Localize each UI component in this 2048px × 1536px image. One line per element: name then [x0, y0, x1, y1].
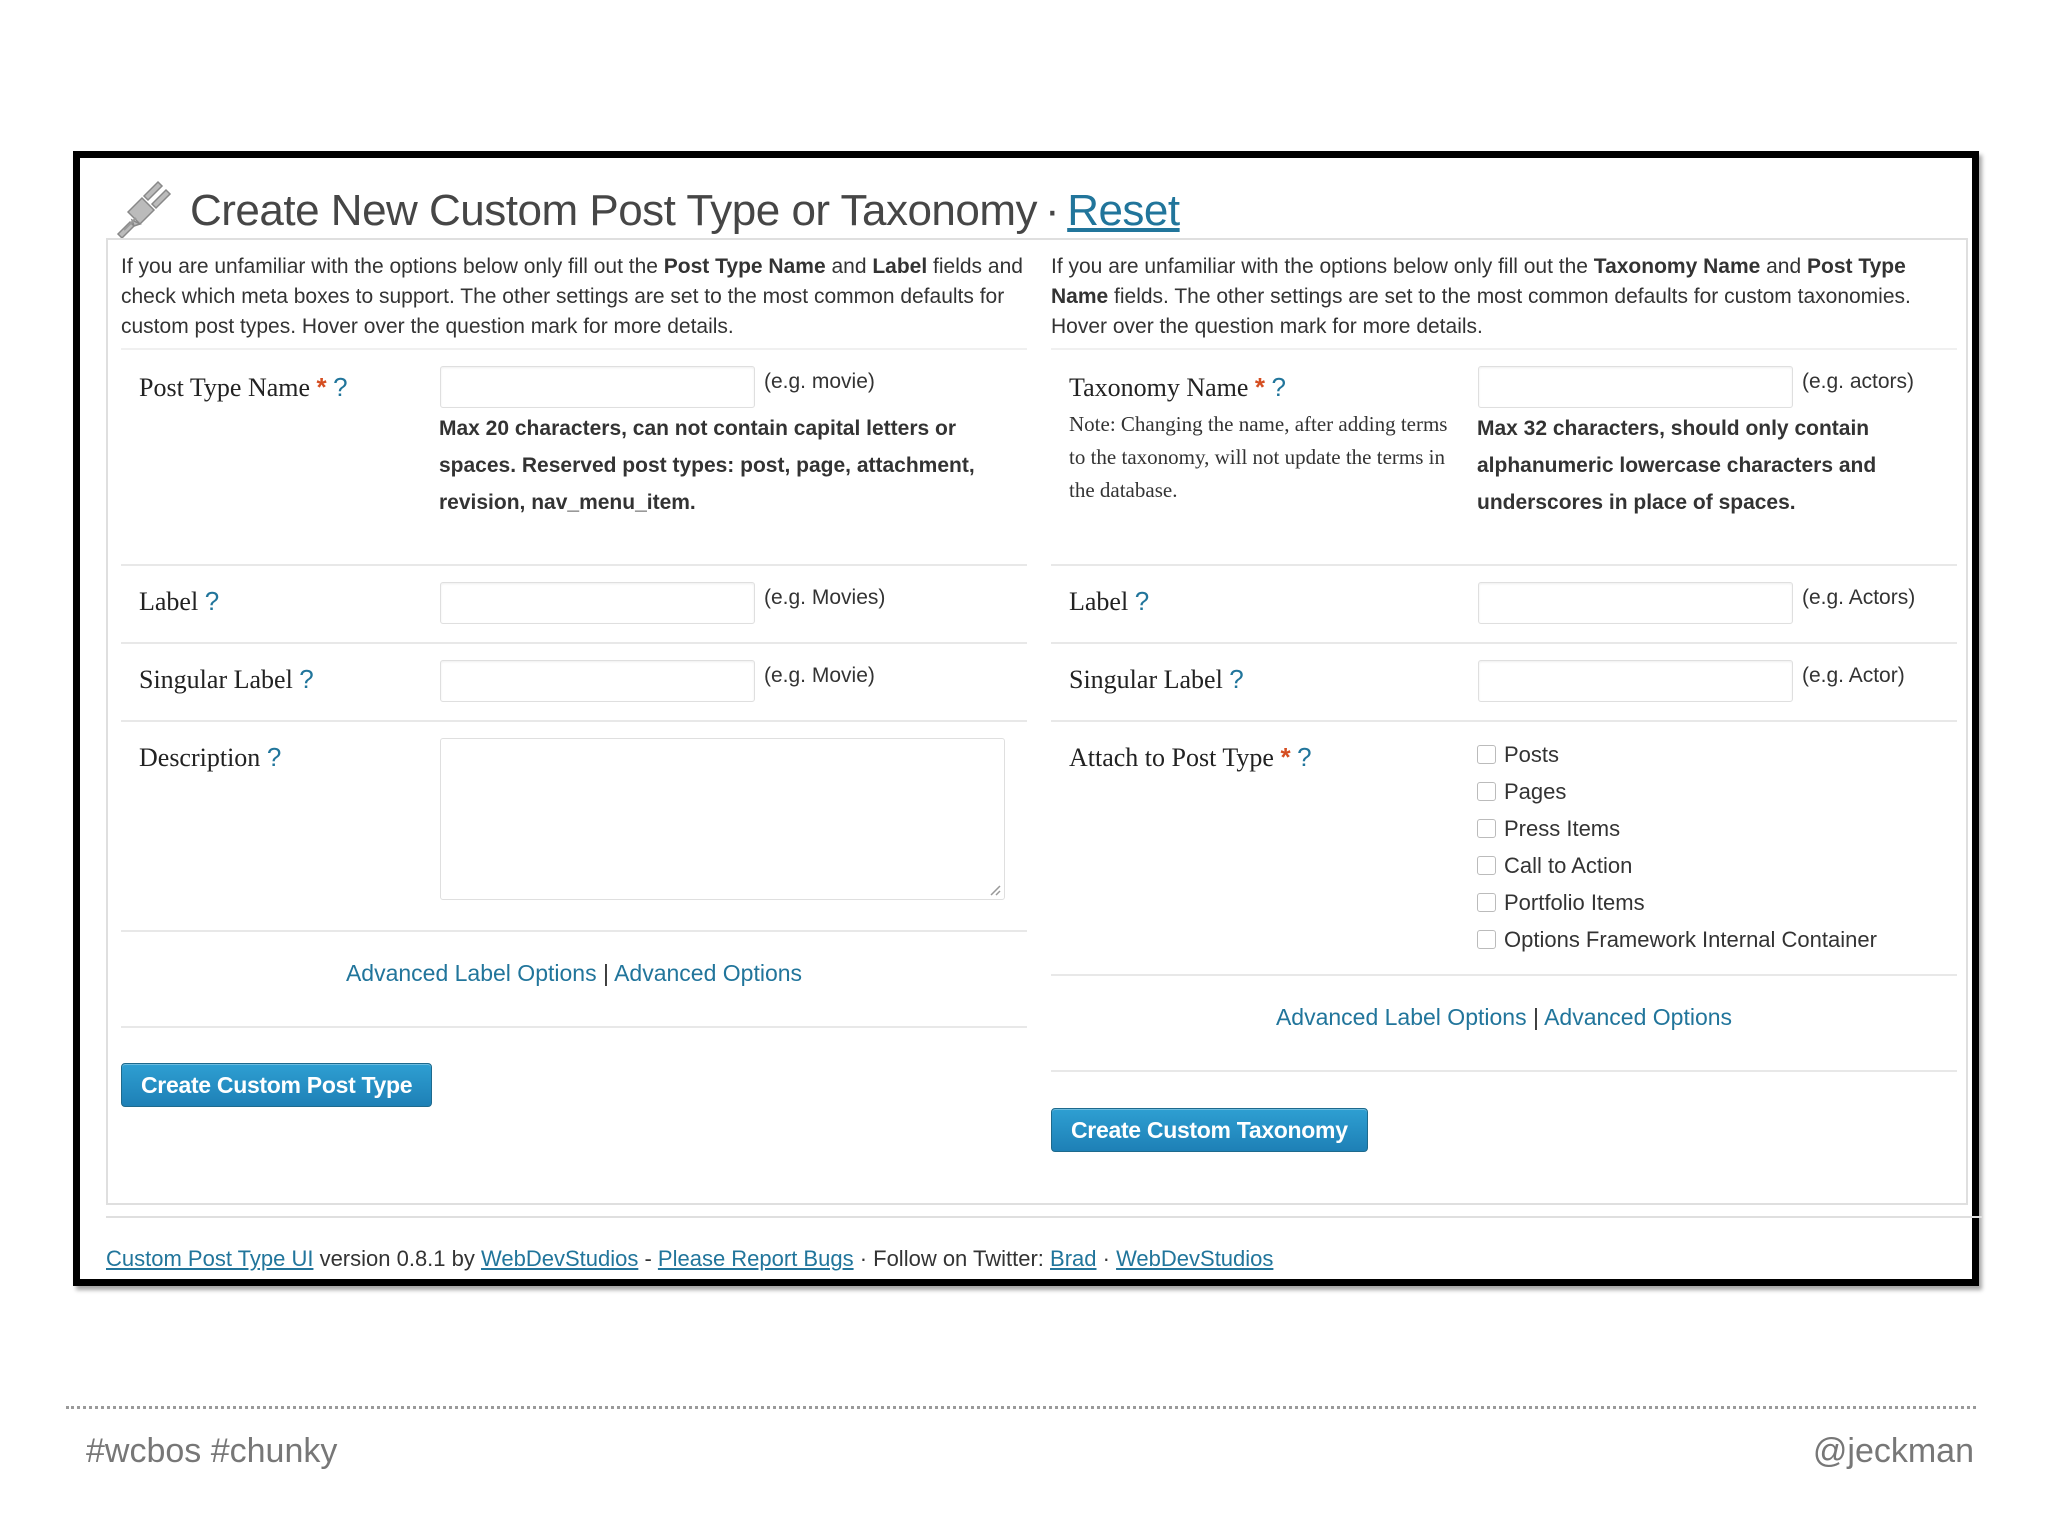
- post-type-checkbox-list: [1477, 736, 1877, 958]
- footer-text: · Follow on Twitter:: [853, 1246, 1051, 1271]
- twitter-webdevstudios-link[interactable]: WebDevStudios: [1116, 1246, 1274, 1271]
- intro-bold: Post Type Name: [663, 255, 826, 278]
- taxonomy-name-input[interactable]: [1478, 366, 1793, 408]
- footer-text: version 0.8.1 by: [313, 1246, 481, 1271]
- checkbox[interactable]: [1477, 745, 1496, 764]
- link-separator: |: [602, 960, 609, 986]
- post-type-name-input[interactable]: [440, 366, 755, 408]
- attach-post-type-row: [1051, 722, 1957, 976]
- tax-advanced-links-row: [1051, 976, 1957, 1072]
- advanced-options-link[interactable]: Advanced Options: [614, 960, 803, 986]
- intro-bold: Post Type Name: [1051, 255, 1906, 308]
- post-type-column: [121, 240, 1027, 1098]
- post-type-option-press-items[interactable]: [1477, 810, 1877, 847]
- advanced-label-options-link[interactable]: Advanced Label Options: [345, 960, 597, 986]
- required-mark: *: [316, 372, 327, 402]
- required-mark: *: [1280, 742, 1291, 772]
- tax-singular-label-example: (e.g. Actor): [1802, 664, 1905, 687]
- taxonomy-name-example: (e.g. actors): [1802, 370, 1915, 393]
- label-text: Attach to Post Type: [1069, 743, 1274, 772]
- tax-label-label: [1069, 586, 1149, 617]
- label-example: (e.g. Movies): [764, 586, 886, 609]
- tax-singular-label-row: [1051, 644, 1957, 722]
- description-label: [139, 742, 281, 773]
- footer-divider: [106, 1216, 1982, 1218]
- intro-text: If you are unfamiliar with the options below only fill out the: [121, 255, 664, 278]
- intro-text: and: [1760, 255, 1808, 278]
- label-text: Singular Label: [1069, 665, 1223, 694]
- page-header: [110, 176, 1180, 246]
- label-text: Singular Label: [139, 665, 293, 694]
- label-label: [139, 586, 219, 617]
- tax-advanced-links: [1051, 976, 1957, 1031]
- footer-text: ·: [1096, 1246, 1117, 1271]
- create-custom-taxonomy-button[interactable]: Create Custom Taxonomy: [1051, 1108, 1368, 1152]
- page-title: [190, 186, 1180, 236]
- tax-advanced-label-options-link[interactable]: Advanced Label Options: [1275, 1004, 1527, 1030]
- help-icon[interactable]: ?: [333, 372, 348, 402]
- post-type-option-call-to-action[interactable]: [1477, 847, 1877, 884]
- tax-label-row: [1051, 566, 1957, 644]
- report-bugs-link[interactable]: Please Report Bugs: [657, 1246, 854, 1271]
- checkbox-label: Options Framework Internal Container: [1504, 926, 1877, 952]
- intro-bold: Taxonomy Name: [1593, 255, 1761, 278]
- tax-singular-label-input[interactable]: [1478, 660, 1793, 702]
- checkbox[interactable]: [1477, 930, 1496, 949]
- title-separator: ·: [1045, 186, 1060, 235]
- page-title-text: Create New Custom Post Type or Taxonomy: [190, 186, 1038, 235]
- label-input[interactable]: [440, 582, 755, 624]
- singular-label-row: [121, 644, 1027, 722]
- post-type-option-pages[interactable]: [1477, 773, 1877, 810]
- intro-text: and: [825, 255, 873, 278]
- taxonomy-column: [1051, 240, 1957, 1143]
- label-text: Label: [139, 587, 199, 616]
- checkbox-label: Call to Action: [1504, 852, 1633, 878]
- post-type-intro: [121, 240, 1027, 350]
- taxonomy-intro: [1051, 240, 1957, 350]
- checkbox[interactable]: [1477, 893, 1496, 912]
- label-text: Description: [139, 743, 261, 772]
- checkbox[interactable]: [1477, 819, 1496, 838]
- intro-text: If you are unfamiliar with the options below only fill out the: [1051, 255, 1594, 278]
- post-type-option-options-framework[interactable]: [1477, 921, 1877, 958]
- intro-text: fields and check which meta boxes to support. The other settings are set to the most common defaults for custom post types. Hover over the question mark for more details.: [121, 255, 1023, 338]
- tax-label-input[interactable]: [1478, 582, 1793, 624]
- post-type-name-label: [139, 372, 348, 403]
- author-link[interactable]: WebDevStudios: [481, 1246, 639, 1271]
- intro-text: fields. The other settings are set to the most common defaults for custom taxonomies. Hover over the question mark for more details.: [1051, 285, 1911, 338]
- help-icon[interactable]: ?: [1229, 664, 1244, 694]
- screenshot-frame: [73, 151, 1979, 1286]
- help-icon[interactable]: ?: [1134, 586, 1150, 616]
- description-row: [121, 722, 1027, 932]
- checkbox-label: Press Items: [1504, 815, 1621, 841]
- help-icon[interactable]: ?: [299, 664, 314, 694]
- checkbox[interactable]: [1477, 782, 1496, 801]
- form-panel: [106, 238, 1968, 1205]
- checkbox-label: Portfolio Items: [1504, 889, 1645, 915]
- label-row: [121, 566, 1027, 644]
- slide-divider: [66, 1406, 1976, 1409]
- required-mark: *: [1254, 372, 1266, 402]
- label-text: Label: [1069, 587, 1129, 616]
- reset-link[interactable]: Reset: [1067, 186, 1180, 235]
- footer-text: -: [638, 1246, 658, 1271]
- help-icon[interactable]: ?: [204, 586, 220, 616]
- post-type-option-posts[interactable]: [1477, 736, 1877, 773]
- help-icon[interactable]: ?: [1297, 742, 1312, 772]
- slide-hashtags: #wcbos #chunky: [86, 1432, 338, 1470]
- advanced-links-row: [121, 932, 1027, 1028]
- label-text: Post Type Name: [139, 373, 311, 402]
- attach-post-type-label: [1069, 742, 1312, 773]
- checkbox[interactable]: [1477, 856, 1496, 875]
- help-icon[interactable]: ?: [266, 742, 282, 772]
- taxonomy-name-help: Max 32 characters, should only contain alphanumeric lowercase characters and underscores in place of spaces.: [1477, 417, 1877, 514]
- post-type-name-help: Max 20 characters, can not contain capital letters or spaces. Reserved post types: post, page, attachment, revision, nav_menu_item.: [439, 417, 975, 514]
- tax-advanced-options-link[interactable]: Advanced Options: [1544, 1004, 1733, 1030]
- singular-label-input[interactable]: [440, 660, 755, 702]
- resize-grip-icon[interactable]: [987, 882, 1001, 896]
- plugin-icon: [110, 180, 172, 242]
- slide-handle: @jeckman: [1812, 1432, 1974, 1470]
- post-type-name-example: (e.g. movie): [764, 370, 875, 393]
- label-text: Taxonomy Name: [1069, 373, 1249, 402]
- link-separator: |: [1532, 1004, 1539, 1030]
- description-textarea[interactable]: [440, 738, 1005, 900]
- singular-label-example: (e.g. Movie): [764, 664, 875, 687]
- create-custom-post-type-button[interactable]: Create Custom Post Type: [121, 1063, 432, 1107]
- intro-bold: Label: [872, 255, 928, 278]
- tax-singular-label-label: [1069, 664, 1244, 695]
- post-type-name-row: [121, 350, 1027, 566]
- checkbox-label: Posts: [1504, 741, 1560, 767]
- singular-label-label: [139, 664, 314, 695]
- help-icon[interactable]: ?: [1271, 372, 1287, 402]
- post-type-option-portfolio-items[interactable]: [1477, 884, 1877, 921]
- plugin-footer: [106, 1246, 1273, 1272]
- plugin-link[interactable]: Custom Post Type UI: [106, 1246, 314, 1271]
- advanced-links: [121, 932, 1027, 987]
- taxonomy-name-row: [1051, 350, 1957, 566]
- tax-label-example: (e.g. Actors): [1802, 586, 1916, 609]
- twitter-brad-link[interactable]: Brad: [1050, 1246, 1097, 1271]
- checkbox-label: Pages: [1504, 778, 1567, 804]
- taxonomy-name-label: [1069, 372, 1286, 403]
- taxonomy-name-note: Note: Changing the name, after adding terms to the taxonomy, will not update the terms in the database.: [1069, 412, 1448, 502]
